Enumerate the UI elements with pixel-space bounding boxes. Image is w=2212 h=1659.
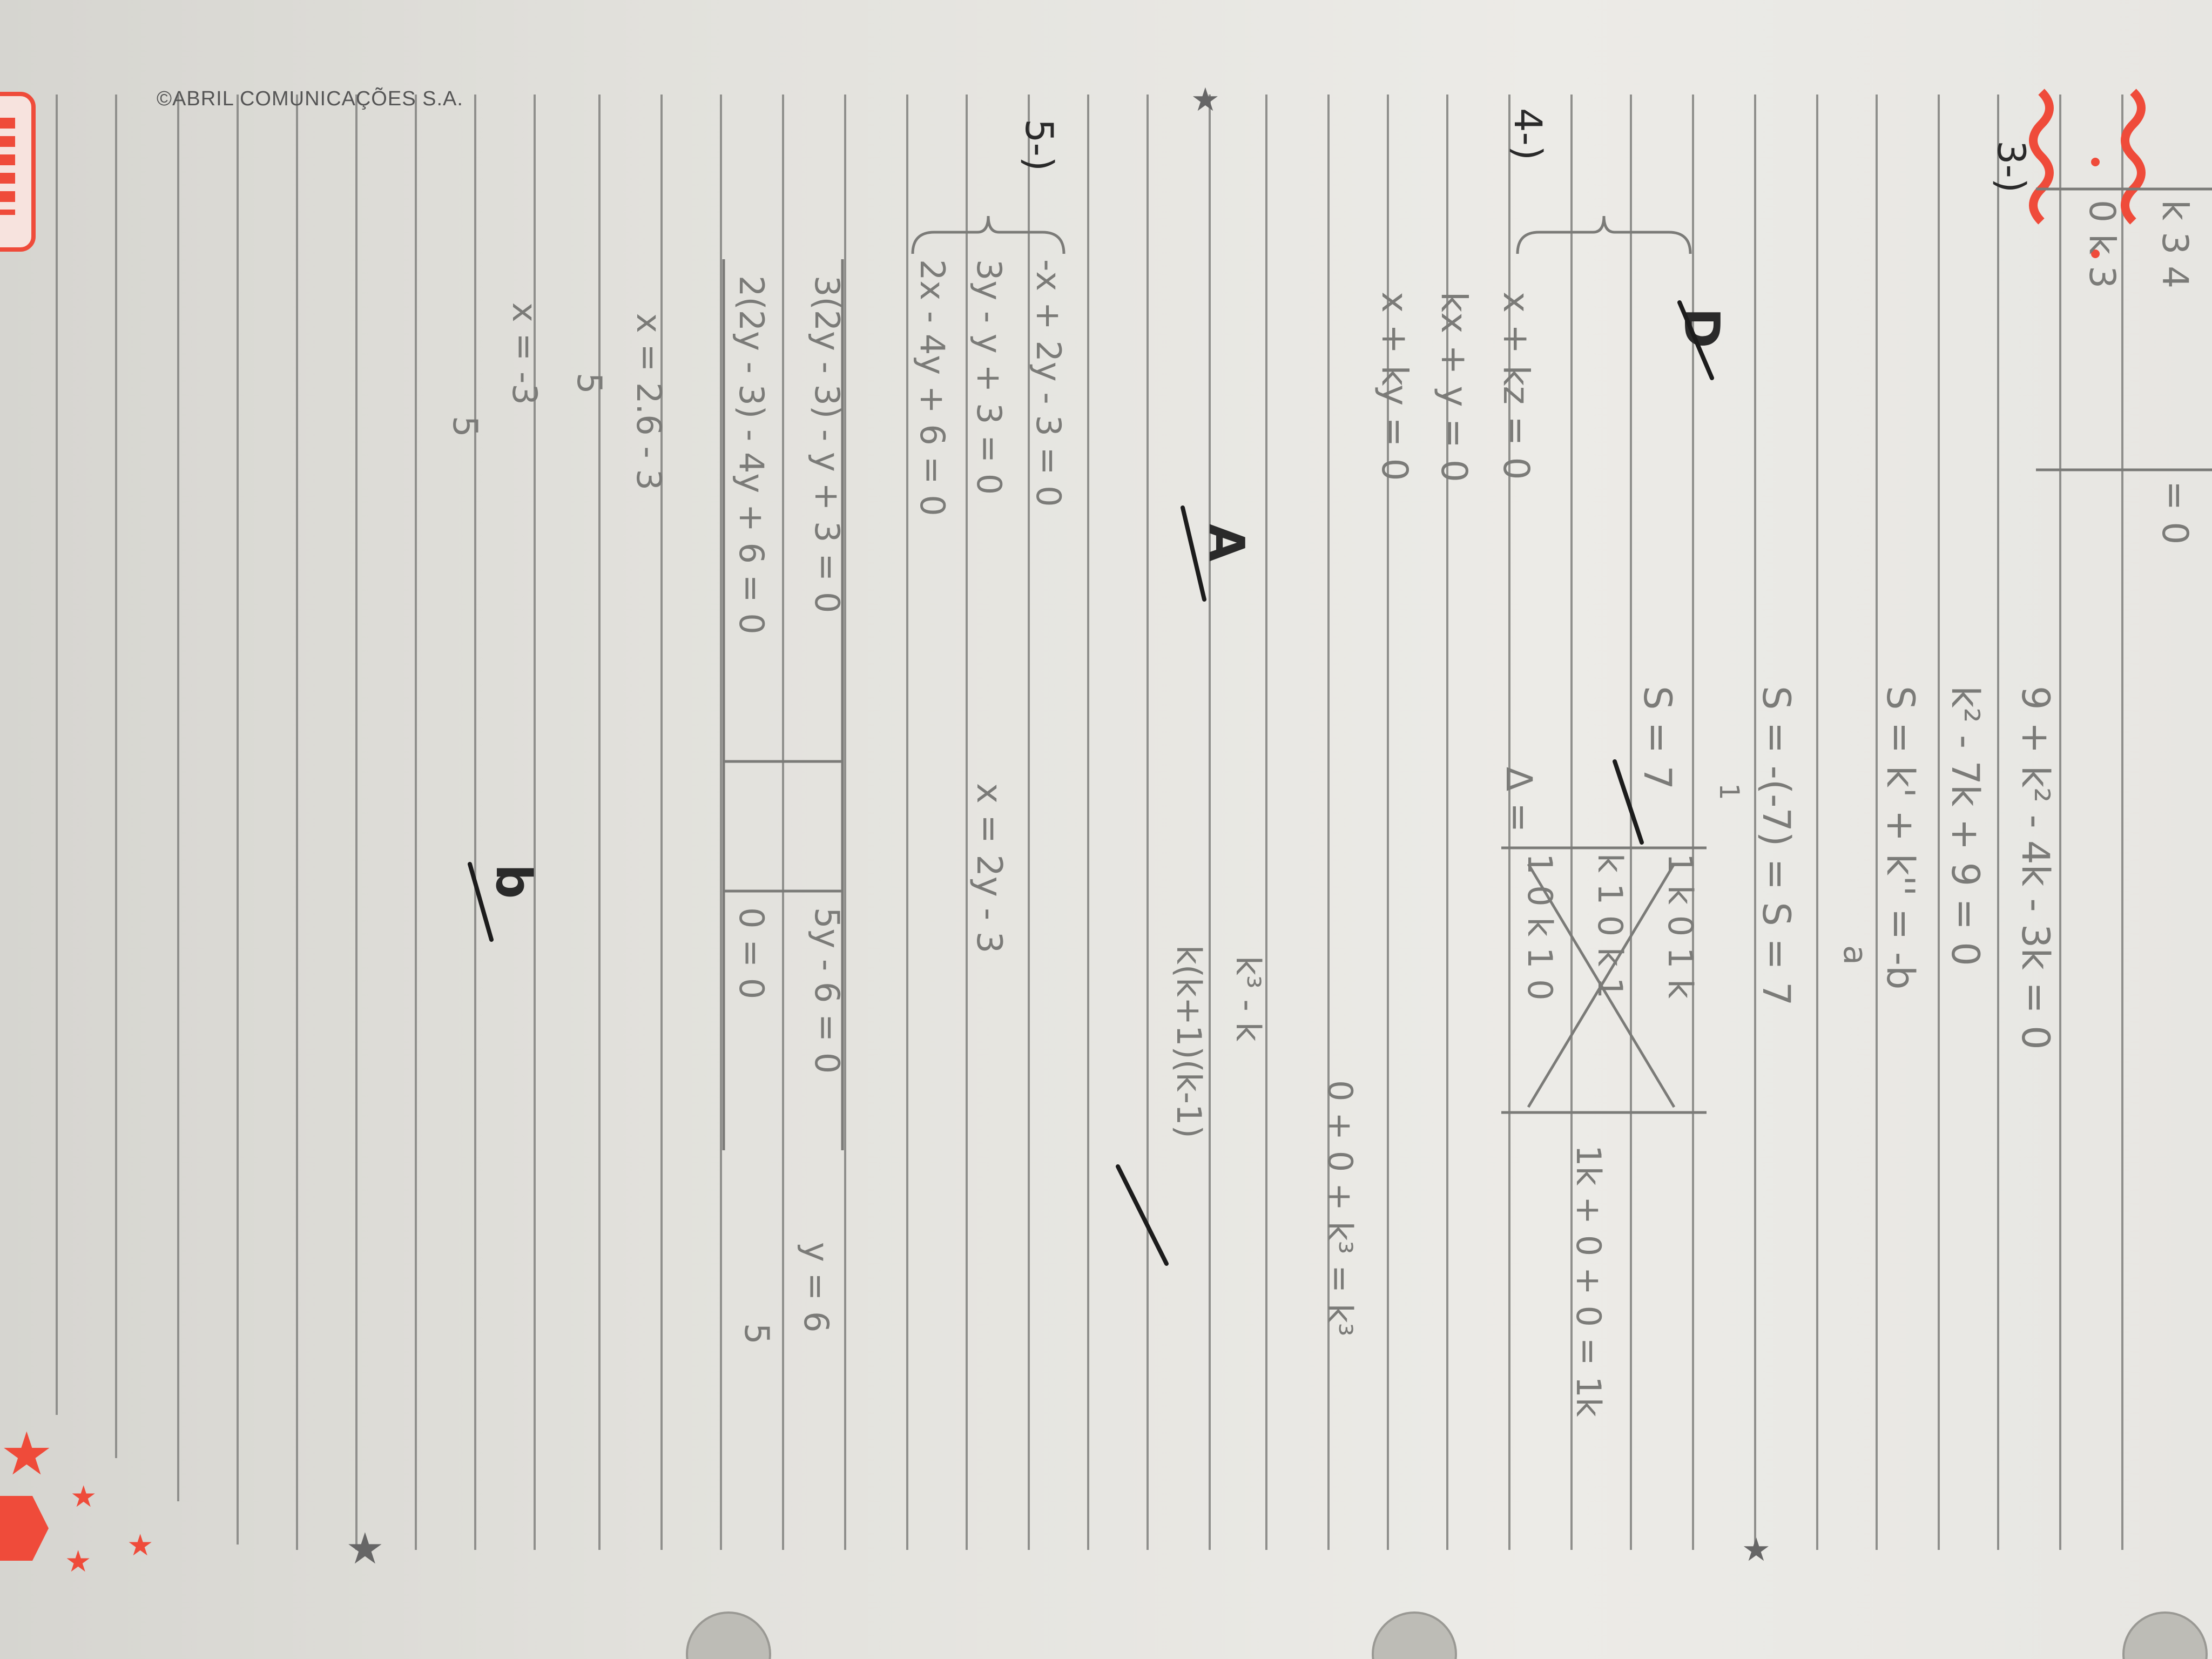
q3-line6: 1 xyxy=(1714,783,1745,800)
q5-system-eq: -x + 2y - 3 = 0 xyxy=(1029,259,1068,507)
q5-x-step-den: 5 xyxy=(570,373,609,394)
copyright-notice: ©ABRIL COMUNICAÇÕES S.A. xyxy=(157,87,463,110)
star-icon: ★ xyxy=(70,1479,97,1514)
q4-answer-letter: A xyxy=(1198,524,1255,562)
q5-y-res-num: y = 6 xyxy=(797,1242,836,1333)
q5-system-eq: 2x - 4y + 6 = 0 xyxy=(913,259,952,516)
q5-x-step-num: x = 2.6 - 3 xyxy=(629,313,669,490)
q3-line5: S = -(-7) = S = 7 xyxy=(1754,686,1798,1006)
q4-sarrus-row: 1 0 k 1 0 xyxy=(1520,853,1560,1001)
star-icon: ★ xyxy=(127,1528,154,1562)
q4-sarrus-row: k 1 0 k 1 xyxy=(1590,853,1630,999)
q3-line4: a xyxy=(1836,945,1874,965)
q5-sub1: 3(2y - 3) - y + 3 = 0 xyxy=(807,275,847,613)
q4-system-eq: x + kz = 0 xyxy=(1495,292,1537,480)
q4-expr2: k(k+1)(k-1) xyxy=(1169,945,1209,1138)
q3-line1: 9 + k² - 4k - 3k = 0 xyxy=(2013,686,2058,1050)
red-squiggle-decoration xyxy=(2125,92,2141,221)
q3-det-eq: = 0 xyxy=(2154,481,2196,545)
star-icon: ★ xyxy=(1191,81,1220,119)
star-icon: ★ xyxy=(346,1523,385,1574)
q5-answer-letter: b xyxy=(485,864,542,899)
brand-logo xyxy=(0,92,36,252)
q4-sum-neg: 0 + 0 + k³ = k³ xyxy=(1320,1080,1360,1337)
q5-res2: 0 = 0 xyxy=(732,907,771,1000)
q5-label: 5-) xyxy=(1017,119,1061,172)
q3-det-row: k 3 4 xyxy=(2154,200,2196,289)
q4-sum-pos: 1k + 0 + 0 = 1k xyxy=(1569,1145,1608,1417)
q5-x-res-num: x = -3 xyxy=(505,302,544,405)
q3-line3: S = k' + k'' = -b xyxy=(1878,686,1923,990)
q3-answer-letter: D xyxy=(1673,308,1730,348)
q5-system-eq: 3y - y + 3 = 0 xyxy=(969,259,1009,495)
q3-label: 3-) xyxy=(1989,140,2033,193)
q3-answer-s: S = 7 xyxy=(1635,686,1680,790)
q3-det-row: 0 k 3 xyxy=(2081,200,2123,289)
q4-system-eq: kx + y = 0 xyxy=(1433,292,1475,482)
q4-sarrus-row: 1 k 0 1 k xyxy=(1661,853,1700,999)
star-icon: ★ xyxy=(0,1419,53,1488)
q5-sub2: 2(2y - 3) - 4y + 6 = 0 xyxy=(732,275,771,635)
q4-expr1: k³ - k xyxy=(1229,956,1268,1042)
q5-y-res-den: 5 xyxy=(737,1323,777,1345)
q4-system-eq: x + ky = 0 xyxy=(1374,292,1415,481)
star-icon: ★ xyxy=(1742,1531,1771,1569)
q4-delta: Δ = xyxy=(1498,767,1540,833)
q5-res1: 5y - 6 = 0 xyxy=(807,907,847,1074)
q3-line2: k² - 7k + 9 = 0 xyxy=(1943,686,1987,966)
q4-label: 4-) xyxy=(1506,108,1550,161)
q5-x-expr: x = 2y - 3 xyxy=(969,783,1009,954)
star-icon: ★ xyxy=(65,1544,92,1579)
q5-x-res-den: 5 xyxy=(446,416,485,437)
